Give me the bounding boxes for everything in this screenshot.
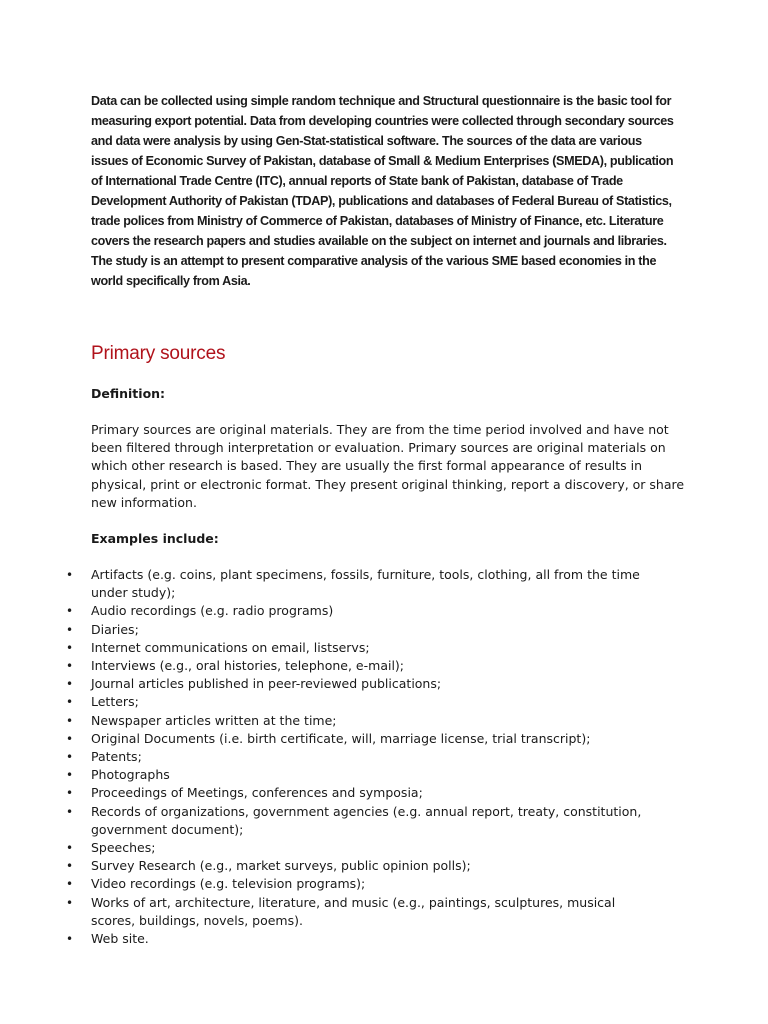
list-item-text: Survey Research (e.g., market surveys, public opinion polls);	[91, 858, 471, 874]
list-item	[0, 875, 661, 893]
definition-body: Primary sources are original materials. They are from the time period involved and have not been filtered through interpretation or evaluation. Primary sources are original materials on which other research is based. They are usually the first formal appearance of results in physical, print or electronic format. They present original thinking, report a discovery, or share new information.	[91, 422, 685, 510]
bullet-icon: •	[66, 659, 74, 674]
bullet-icon: •	[66, 640, 74, 655]
bullet-icon: •	[66, 731, 74, 746]
list-item-text: Web site.	[91, 931, 149, 947]
bullet-icon: •	[66, 895, 74, 910]
list-item-text: Letters;	[91, 694, 139, 710]
list-item-text: Speeches;	[91, 840, 156, 856]
bullet-icon: •	[66, 713, 74, 728]
bullet-icon: •	[66, 622, 74, 637]
list-item-text: Photographs	[91, 767, 170, 783]
examples-list	[0, 566, 700, 948]
list-item	[0, 894, 661, 930]
definition-heading: Definition:	[91, 386, 166, 401]
list-item-text: Artifacts (e.g. coins, plant specimens, fossils, furniture, tools, clothing, all from the time under study);	[91, 567, 640, 601]
bullet-icon: •	[66, 768, 74, 783]
list-item-text: Patents;	[91, 749, 142, 765]
list-item	[0, 566, 661, 602]
bullet-icon: •	[66, 695, 74, 710]
list-item	[0, 693, 661, 711]
list-item	[0, 748, 661, 766]
bullet-icon: •	[66, 604, 74, 619]
list-item-text: Internet communications on email, listservs;	[91, 639, 370, 655]
bullet-icon: •	[66, 677, 74, 692]
list-item	[0, 766, 661, 784]
section-title: Primary sources	[91, 343, 226, 364]
list-item	[0, 730, 661, 748]
list-item-text: Works of art, architecture, literature, and music (e.g., paintings, sculptures, musical scores, buildings, novels, poems).	[91, 894, 616, 928]
bullet-icon: •	[66, 750, 74, 765]
list-item-text: Diaries;	[91, 621, 139, 637]
intro-paragraph: Data can be collected using simple random technique and Structural questionnaire is the basic tool for measuring export potential. Data from developing countries were collected through secondary sources and data were analysis by using Gen-Stat-statistical software. The sources of the data are various issues of Economic Survey of Pakistan, database of Small & Medium Enterprises (SMEDA), publication of International Trade Centre (ITC), annual reports of State bank of Pakistan, database of Trade Development Authority of Pakistan (TDAP), publications and databases of Federal Bureau of Statistics, trade polices from Ministry of Commerce of Pakistan, databases of Ministry of Finance, etc. Literature covers the research papers and studies available on the subject on internet and journals and libraries. The study is an attempt to present comparative analysis of the various SME based economies in the world specifically from Asia.	[91, 94, 674, 288]
bullet-icon: •	[66, 932, 74, 947]
list-item-text: Proceedings of Meetings, conferences and symposia;	[91, 785, 423, 801]
bullet-icon: •	[66, 877, 74, 892]
list-item-text: Original Documents (i.e. birth certificate, will, marriage license, trial transcript);	[91, 730, 591, 746]
list-item	[0, 839, 661, 857]
list-item-text: Interviews (e.g., oral histories, telephone, e-mail);	[91, 658, 405, 674]
bullet-icon: •	[66, 786, 74, 801]
list-item	[0, 675, 661, 693]
bullet-icon: •	[66, 568, 74, 582]
list-item	[0, 803, 661, 839]
list-item	[0, 639, 661, 657]
bullet-icon: •	[66, 841, 74, 856]
list-item	[0, 621, 661, 639]
list-item-text: Records of organizations, government agencies (e.g. annual report, treaty, constitution, government document);	[91, 803, 642, 837]
list-item	[0, 784, 661, 802]
list-item-text: Journal articles published in peer-reviewed publications;	[91, 676, 442, 692]
list-item	[0, 602, 661, 620]
list-item-text: Audio recordings (e.g. radio programs)	[91, 603, 334, 619]
list-item	[0, 857, 661, 875]
list-item-text: Video recordings (e.g. television programs);	[91, 876, 366, 892]
list-item-text: Newspaper articles written at the time;	[91, 712, 337, 728]
examples-heading: Examples include:	[91, 531, 219, 546]
list-item	[0, 712, 661, 730]
bullet-icon: •	[66, 804, 74, 819]
list-item	[0, 657, 661, 675]
list-item	[0, 930, 661, 948]
bullet-icon: •	[66, 859, 74, 874]
